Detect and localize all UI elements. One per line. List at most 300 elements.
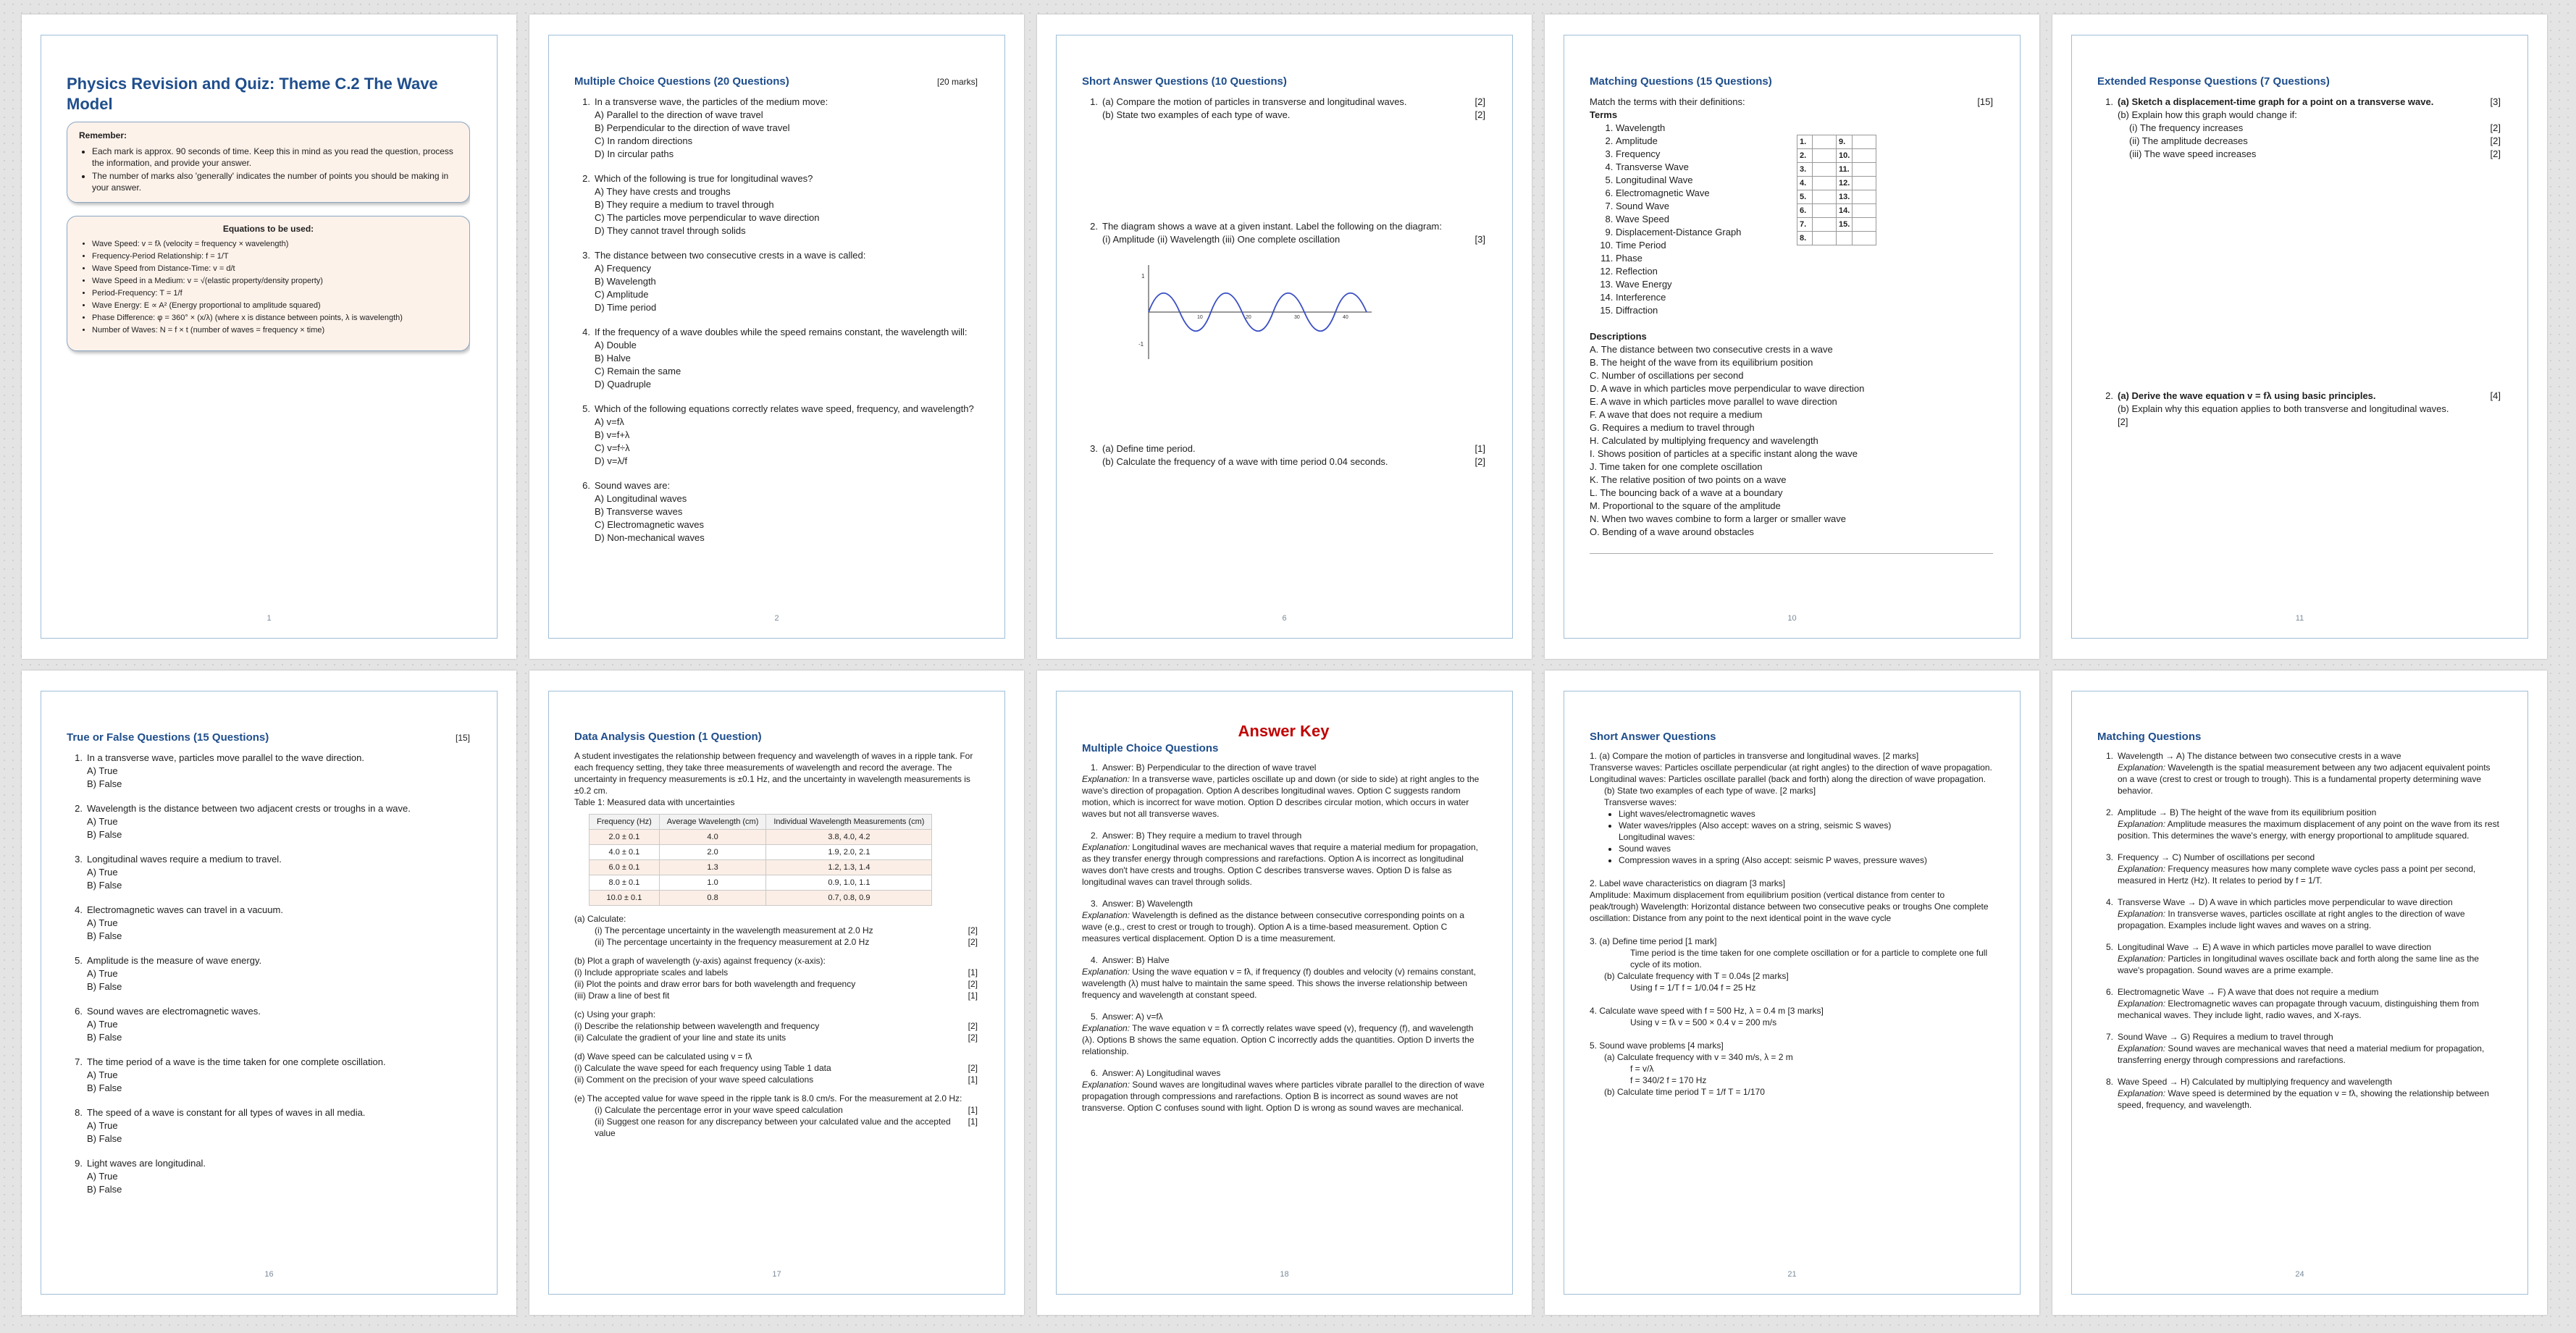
explanation-label: Explanation:	[1082, 842, 1130, 852]
total-marks: [15]	[1977, 96, 1993, 107]
page-10	[2052, 670, 2547, 1315]
answer-option: A) Double	[595, 340, 637, 350]
answer-option: C) v=f÷λ	[595, 442, 630, 453]
answer-option: A) Frequency	[595, 263, 652, 274]
table-cell: 2.0	[659, 845, 766, 860]
question-number: 1.	[2105, 96, 2113, 107]
answer-option: B) Perpendicular to the direction of wave travel	[595, 122, 790, 133]
answer-line: f = v/λ	[1630, 1064, 1654, 1074]
part-marks: [2]	[968, 1063, 978, 1073]
grid-number: 1.	[1797, 135, 1813, 149]
subpart: (ii) Plot the points and draw error bars for both wavelength and frequency	[574, 979, 856, 989]
answer-line: 2. Label wave characteristics on diagram [3 marks]	[1590, 878, 1786, 888]
grid-number: 5.	[1797, 190, 1813, 204]
equation-item: • Number of Waves: N = f × t (number of waves = frequency × time)	[92, 325, 458, 336]
part-marks: [3]	[2490, 96, 2501, 107]
answer-text: Electromagnetic Wave → F) A wave that does not require a medium	[2118, 987, 2379, 997]
description-item: H. Calculated by multiplying frequency and wavelength	[1590, 435, 1818, 446]
heading-text: True or False Questions (15 Questions)	[67, 731, 269, 744]
explanation-text: The wave equation v = fλ correctly relates wave speed (v), frequency (f), and wavelength (λ). Options B shows the same equation. Option C incorrectly adds the quantities. Option D inverts the relationship.	[1082, 1023, 1474, 1056]
matching-answer	[2097, 750, 2501, 796]
answer-number: 3.	[1090, 899, 1098, 909]
subpart: (i) Include appropriate scales and labels	[574, 967, 729, 977]
question	[2097, 390, 2501, 429]
answer-line: 1. (a) Compare the motion of particles in transverse and longitudinal waves. [2 marks]	[1590, 751, 1919, 761]
term-item: 9. Displacement-Distance Graph	[1616, 226, 1775, 239]
question-number: 6.	[75, 1006, 83, 1017]
equation-item: • Frequency-Period Relationship: f = 1/T	[92, 251, 458, 262]
explanation-label: Explanation:	[1082, 1080, 1130, 1090]
table-cell: 8.0 ± 0.1	[590, 875, 660, 891]
table-header: Average Wavelength (cm)	[659, 815, 766, 830]
grid-answer-cell[interactable]	[1853, 135, 1876, 149]
question-number: 8.	[75, 1107, 83, 1118]
term-item: 12. Reflection	[1616, 265, 1775, 278]
answer-line: (a) Calculate frequency with v = 340 m/s, λ = 2 m	[1604, 1052, 1793, 1062]
question-number: 2.	[582, 173, 590, 184]
grid-answer-cell[interactable]	[1813, 204, 1837, 218]
option-true: A) True	[87, 1120, 118, 1131]
answer-text: Transverse Wave → D) A wave in which particles move perpendicular to wave direction	[2118, 897, 2453, 907]
explanation-text: Frequency measures how many complete wave cycles pass a point per second, measured in Hertz (Hz). It relates to period by f = 1/T.	[2118, 864, 2476, 886]
wave-diagram	[1104, 258, 1379, 366]
description-item: K. The relative position of two points on a wave	[1590, 474, 1787, 485]
question-part: The diagram shows a wave at a given instant. Label the following on the diagram:	[1102, 221, 1442, 232]
answer-key-title: Answer Key	[1238, 726, 1330, 740]
answer-bullet: • Compression waves in a spring (Also accept: seismic P waves, pressure waves)	[1619, 854, 1993, 866]
answer-line: Longitudinal waves:	[1619, 832, 1695, 842]
explanation-label: Explanation:	[2118, 1088, 2166, 1098]
grid-answer-cell[interactable]	[1853, 149, 1876, 163]
description-item: B. The height of the wave from its equilibrium position	[1590, 357, 1813, 368]
terms-title: Terms	[1590, 109, 1618, 120]
answer-option: C) Amplitude	[595, 289, 649, 300]
part-marks: [2]	[968, 925, 978, 935]
question-text: In a transverse wave, particles move parallel to the wave direction.	[87, 752, 364, 763]
description-item: E. A wave in which particles move parallel to wave direction	[1590, 396, 1837, 407]
question-number: 4.	[75, 904, 83, 915]
part-label: (e) The accepted value for wave speed in the ripple tank is 8.0 cm/s. For the measurement at 2.0 Hz:	[574, 1093, 962, 1103]
explanation-text: Electromagnetic waves can propagate through vacuum, distinguishing them from mechanical waves. They include light, radio waves, and X-rays.	[2118, 998, 2479, 1020]
question	[2097, 96, 2501, 161]
answer-grid	[1797, 135, 1876, 245]
answer-line: Time period is the time taken for one complete oscillation or for a particle to complete one full cycle of its motion.	[1630, 948, 1988, 970]
answer-option: C) Electromagnetic waves	[595, 519, 704, 530]
heading-text: Short Answer Questions (10 Questions)	[1082, 75, 1287, 88]
term-item: 5. Longitudinal Wave	[1616, 174, 1775, 187]
question-text: Longitudinal waves require a medium to travel.	[87, 854, 282, 865]
grid-answer-cell[interactable]	[1813, 232, 1837, 245]
question-part: (b) Explain how this graph would change if:	[2118, 109, 2297, 120]
question	[67, 1106, 470, 1145]
page-number: 2	[774, 614, 779, 623]
matching-answer	[2097, 851, 2501, 886]
page-6	[22, 670, 516, 1315]
heading-text: Matching Questions (15 Questions)	[1590, 75, 1772, 88]
subpart: (i) Calculate the percentage error in your wave speed calculation	[595, 1105, 843, 1115]
answer-line: Transverse waves: Particles oscillate perpendicular (at right angles) to the direction of wave propagation. Longitudinal waves: Particles oscillate parallel (back and forth) along the direction of wave propagation.	[1590, 762, 1992, 784]
question	[67, 802, 470, 841]
answer-option: D) v=λ/f	[595, 455, 628, 466]
option-true: A) True	[87, 816, 118, 827]
term-item: 8. Wave Speed	[1616, 213, 1775, 226]
grid-number	[1837, 232, 1853, 245]
matching-answers-list	[2097, 750, 2501, 1111]
part-marks: [3]	[1474, 234, 1485, 245]
question-part: (a) Derive the wave equation v = fλ using basic principles.	[2118, 390, 2376, 401]
grid-answer-cell[interactable]	[1853, 232, 1876, 245]
grid-answer-cell[interactable]	[1853, 218, 1876, 232]
subpart: (ii) Suggest one reason for any discrepancy between your calculated value and the accepted value	[595, 1117, 951, 1138]
grid-answer-cell[interactable]	[1853, 204, 1876, 218]
page-7	[529, 670, 1024, 1315]
question-number: 6.	[582, 480, 590, 491]
grid-answer-cell[interactable]	[1813, 177, 1837, 190]
descriptions-list	[1590, 343, 1993, 539]
grid-number: 3.	[1797, 163, 1813, 177]
explanation-label: Explanation:	[1082, 1023, 1130, 1033]
table-header: Individual Wavelength Measurements (cm)	[766, 815, 932, 830]
grid-answer-cell[interactable]	[1853, 190, 1876, 204]
page-number: 10	[1787, 614, 1797, 623]
question	[574, 479, 978, 544]
description-item: N. When two waves combine to form a larger or smaller wave	[1590, 513, 1847, 524]
mcq-list	[574, 96, 978, 544]
section-heading	[1082, 75, 1485, 88]
question-number: 3.	[1090, 443, 1098, 454]
page-number: 18	[1280, 1270, 1289, 1279]
question-number: 9.	[75, 1158, 83, 1169]
term-item: 13. Wave Energy	[1616, 278, 1775, 291]
part-label: (a) Calculate:	[574, 914, 626, 924]
section-heading	[1590, 75, 1993, 88]
question-part: (b) Explain why this equation applies to both transverse and longitudinal waves.	[2118, 403, 2449, 414]
question-text: Sound waves are:	[595, 480, 671, 491]
part-marks: [2]	[968, 1021, 978, 1031]
x-tick-label: 30	[1294, 315, 1300, 320]
explanation-text: Wavelength is defined as the distance between consecutive corresponding points on a wave (e.g., crest to crest or trough to trough). Option A is a time-based measurement. Option C measures vertical displacement. Option D is a time measurement.	[1082, 910, 1464, 943]
term-item: 14. Interference	[1616, 291, 1775, 304]
part-marks: [2]	[2490, 122, 2501, 133]
explanation-label: Explanation:	[1082, 967, 1130, 977]
section-heading	[1082, 743, 1485, 754]
table-cell: 0.7, 0.8, 0.9	[766, 891, 932, 906]
grid-number: 11.	[1837, 163, 1853, 177]
answer-bullet: • Sound waves	[1619, 843, 1993, 854]
grid-number: 15.	[1837, 218, 1853, 232]
part-marks: [2]	[2118, 416, 2128, 427]
part-marks: [1]	[968, 1105, 978, 1115]
equations-title: Equations to be used:	[222, 224, 314, 234]
option-true: A) True	[87, 1171, 118, 1182]
explanation-label: Explanation:	[2118, 1043, 2166, 1054]
description-item: I. Shows position of particles at a specific instant along the wave	[1590, 448, 1858, 459]
intro-text: A student investigates the relationship between frequency and wavelength of waves in a ripple tank. For each frequency setting, they take three measurements of wavelength and record the average. The uncertainty in frequency measurements is ±0.1 Hz, and the uncertainty in wavelength measurements is ±0.2 cm.	[574, 751, 973, 796]
answer-option: B) Wavelength	[595, 276, 656, 287]
part-marks: [1]	[968, 967, 978, 977]
grid-number: 7.	[1797, 218, 1813, 232]
table-cell: 1.3	[659, 860, 766, 875]
page-3	[1037, 14, 1532, 659]
x-tick-label: 20	[1246, 315, 1251, 320]
answer-option: C) Remain the same	[595, 366, 681, 377]
question-number: 1.	[75, 752, 83, 763]
part-marks: [1]	[968, 1117, 978, 1127]
answer-text: Amplitude → B) The height of the wave from its equilibrium position	[2118, 807, 2377, 817]
part-marks: [2]	[968, 979, 978, 989]
question	[67, 853, 470, 892]
option-false: B) False	[87, 1184, 122, 1195]
explanation-label: Explanation:	[2118, 762, 2166, 773]
grid-answer-cell[interactable]	[1813, 163, 1837, 177]
answer-line: f = 340/2 f = 170 Hz	[1630, 1075, 1707, 1085]
question-part: (b) State two examples of each type of wave.	[1102, 109, 1291, 120]
answer-line: Amplitude: Maximum displacement from equilibrium position (vertical distance from center to peak/trough) Wavelength: Horizontal distance between two consecutive peaks or troughs One complete oscillation: Distance from any point to the next identical point in the wave cycle	[1590, 890, 1989, 923]
answer-option: D) They cannot travel through solids	[595, 225, 746, 236]
descriptions-title: Descriptions	[1590, 331, 1647, 342]
remember-item: • Each mark is approx. 90 seconds of time. Keep this in mind as you read the question, process the information, and provide your answer.	[92, 146, 458, 169]
instruction: Match the terms with their definitions:	[1590, 96, 1745, 107]
answer-item	[1082, 1067, 1485, 1114]
question-text: Amplitude is the measure of wave energy.	[87, 955, 262, 966]
table-cell: 6.0 ± 0.1	[590, 860, 660, 875]
heading-text: Multiple Choice Questions	[1082, 742, 1219, 754]
grid-answer-cell[interactable]	[1853, 177, 1876, 190]
question-number: 2.	[2105, 390, 2113, 401]
question-text: The time period of a wave is the time taken for one complete oscillation.	[87, 1056, 386, 1067]
table-cell: 0.9, 1.0, 1.1	[766, 875, 932, 891]
description-item: A. The distance between two consecutive crests in a wave	[1590, 344, 1833, 355]
question	[67, 954, 470, 993]
answer-option: B) v=f+λ	[595, 429, 630, 440]
part-marks: [2]	[1474, 109, 1485, 120]
question-number: 5.	[75, 955, 83, 966]
heading-text: Short Answer Questions	[1590, 731, 1716, 743]
table-cell: 4.0	[659, 830, 766, 845]
answer-text: Sound Wave → G) Requires a medium to travel through	[2118, 1032, 2333, 1042]
answer-item	[1082, 762, 1485, 820]
section-heading	[2097, 75, 2501, 88]
question-part: (a) Define time period.	[1102, 443, 1196, 454]
answer-line: Using v = fλ v = 500 × 0.4 v = 200 m/s	[1630, 1017, 1777, 1027]
term-item: 2. Amplitude	[1616, 135, 1775, 148]
page-8	[1037, 670, 1532, 1315]
subpart: (i) Describe the relationship between wavelength and frequency	[574, 1021, 820, 1031]
answer-line: Transverse waves:	[1604, 797, 1677, 807]
answer-line: (b) State two examples of each type of wave. [2 marks]	[1604, 786, 1816, 796]
matching-answer	[2097, 1076, 2501, 1111]
page-4	[1545, 14, 2039, 659]
answer-option: A) Longitudinal waves	[595, 493, 687, 504]
answer-line: (b) Calculate frequency with T = 0.04s [2 marks]	[1604, 971, 1789, 981]
term-item: 11. Phase	[1616, 252, 1775, 265]
description-item: L. The bouncing back of a wave at a boundary	[1590, 487, 1783, 498]
table-caption: Table 1: Measured data with uncertainties	[574, 797, 735, 807]
explanation-text: Sound waves are longitudinal waves where particles vibrate parallel to the direction of wave propagation through compressions and rarefactions. Option B is incorrect as sound waves are not transverse. Option C confuses sound with light. Option D is wrong as sound waves are mechanical.	[1082, 1080, 1485, 1113]
grid-answer-cell[interactable]	[1853, 163, 1876, 177]
page-number: 6	[1282, 614, 1287, 623]
answers-list	[1082, 762, 1485, 1114]
page-number: 17	[772, 1270, 781, 1279]
subpart: (ii) The percentage uncertainty in the frequency measurement at 2.0 Hz	[595, 937, 870, 947]
answer-text: Wave Speed → H) Calculated by multiplying frequency and wavelength	[2118, 1077, 2393, 1087]
grid-number: 4.	[1797, 177, 1813, 190]
grid-answer-cell[interactable]	[1813, 218, 1837, 232]
true-false-list	[67, 752, 470, 1196]
remember-box	[67, 122, 470, 203]
question-text: The distance between two consecutive crests in a wave is called:	[595, 250, 866, 261]
question-subpart: (ii) The amplitude decreases	[2129, 135, 2248, 146]
explanation-text: In a transverse wave, particles oscillate up and down (or side to side) at right angles to the wave's direction of propagation. Option A describes longitudinal waves. Option C suggests random motion, which is incorrect for wave motion. Option D describes circular motion, which occurs in water waves but not all transverse waves.	[1082, 774, 1480, 819]
x-tick-label: 10	[1197, 315, 1203, 320]
option-false: B) False	[87, 778, 122, 789]
section-heading	[1590, 731, 1993, 743]
grid-number: 6.	[1797, 204, 1813, 218]
equation-item: • Phase Difference: φ = 360° × (x/λ) (where x is distance between points, λ is wavelength)	[92, 313, 458, 324]
answer-option: C) The particles move perpendicular to wave direction	[595, 212, 820, 223]
question	[1082, 220, 1485, 246]
heading-text: Matching Questions	[2097, 731, 2202, 743]
table-header: Frequency (Hz)	[590, 815, 660, 830]
option-true: A) True	[87, 867, 118, 878]
page-number: 16	[264, 1270, 274, 1279]
x-tick-label: 40	[1343, 315, 1348, 320]
part-marks: [2]	[968, 937, 978, 947]
answer-bullet: • Light waves/electromagnetic waves	[1619, 808, 1993, 820]
page-number: 24	[2295, 1270, 2304, 1279]
explanation-text: Longitudinal waves are mechanical waves that require a material medium for propagation, as they transfer energy through compressions and rarefactions. Option A is incorrect as longitudinal waves don't have crests and troughs. Option C describes transverse waves. Option D is false as longitudinal waves can travel through solids.	[1082, 842, 1478, 887]
answer-item	[1082, 1011, 1485, 1057]
table-cell: 1.2, 1.3, 1.4	[766, 860, 932, 875]
term-item: 10. Time Period	[1616, 239, 1775, 252]
part-marks: [4]	[2490, 390, 2501, 401]
question	[67, 904, 470, 943]
question-text: If the frequency of a wave doubles while the speed remains constant, the wavelength will:	[595, 327, 968, 337]
question-number: 1.	[1090, 96, 1098, 107]
question-text: Sound waves are electromagnetic waves.	[87, 1006, 261, 1017]
description-item: C. Number of oscillations per second	[1590, 370, 1744, 381]
y-tick-label: -1	[1138, 341, 1144, 348]
option-true: A) True	[87, 1069, 118, 1080]
terms-list	[1590, 122, 1775, 317]
explanation-text: Using the wave equation v = fλ, if frequency (f) doubles and velocity (v) remains constant, wavelength (λ) must halve to maintain the same speed. This shows the inverse relationship between frequency and wavelength at constant speed.	[1082, 967, 1476, 1000]
explanation-text: Wave speed is determined by the equation v = fλ, showing the relationship between speed, frequency, and wavelength.	[2118, 1088, 2489, 1110]
term-item: 3. Frequency	[1616, 148, 1775, 161]
heading-text: Extended Response Questions (7 Questions)	[2097, 75, 2330, 88]
option-true: A) True	[87, 968, 118, 979]
subpart: (i) The percentage uncertainty in the wavelength measurement at 2.0 Hz	[595, 925, 873, 935]
page-1	[22, 14, 516, 659]
table-cell: 3.8, 4.0, 4.2	[766, 830, 932, 845]
answer-line: 5. Sound wave problems [4 marks]	[1590, 1040, 1724, 1051]
answer-option: A) Parallel to the direction of wave travel	[595, 109, 763, 120]
answer-text: Wavelength → A) The distance between two consecutive crests in a wave	[2118, 751, 2401, 761]
description-item: D. A wave in which particles move perpendicular to wave direction	[1590, 383, 1865, 394]
explanation-text: Sound waves are mechanical waves that need a material medium for propagation, transferring energy through compressions and rarefactions.	[2118, 1043, 2485, 1065]
answer-bullet: • Water waves/ripples (Also accept: waves on a string, seismic S waves)	[1619, 820, 1993, 831]
grid-answer-cell[interactable]	[1813, 149, 1837, 163]
data-table	[589, 814, 932, 906]
question	[67, 1005, 470, 1044]
answer-number: 5.	[2105, 942, 2113, 952]
question-part: (i) Amplitude (ii) Wavelength (iii) One complete oscillation	[1102, 234, 1341, 245]
question-part: (b) Calculate the frequency of a wave with time period 0.04 seconds.	[1102, 456, 1388, 467]
answer-option: C) In random directions	[595, 135, 693, 146]
section-heading	[67, 731, 470, 744]
matching-answer	[2097, 1031, 2501, 1066]
explanation-text: Particles in longitudinal waves oscillate back and forth along the same line as the wave's propagation. Sound waves are a prime example.	[2118, 954, 2479, 975]
term-item: 15. Diffraction	[1616, 304, 1775, 317]
divider	[1590, 553, 1993, 554]
table-cell: 1.9, 2.0, 2.1	[766, 845, 932, 860]
question	[67, 752, 470, 791]
answer-number: 3.	[2105, 852, 2113, 862]
term-item: 4. Transverse Wave	[1616, 161, 1775, 174]
grid-number: 14.	[1837, 204, 1853, 218]
answer-text: Answer: B) Wavelength	[1102, 899, 1193, 909]
answer-line: (b) Calculate time period T = 1/f T = 1/170	[1604, 1087, 1765, 1097]
answer-number: 4.	[2105, 897, 2113, 907]
answer-text: Longitudinal Wave → E) A wave in which particles move parallel to wave direction	[2118, 942, 2432, 952]
table-cell: 1.0	[659, 875, 766, 891]
term-item: 7. Sound Wave	[1616, 200, 1775, 213]
answer-option: D) In circular paths	[595, 148, 674, 159]
answer-line: Using f = 1/T f = 1/0.04 f = 25 Hz	[1630, 983, 1756, 993]
page-9	[1545, 670, 2039, 1315]
grid-answer-cell[interactable]	[1813, 190, 1837, 204]
table-cell: 2.0 ± 0.1	[590, 830, 660, 845]
answer-text: Answer: B) Perpendicular to the direction of wave travel	[1102, 762, 1317, 773]
answer-option: B) Transverse waves	[595, 506, 683, 517]
total-marks: [20 marks]	[936, 77, 978, 87]
explanation-label: Explanation:	[2118, 819, 2166, 829]
answer-number: 7.	[2105, 1032, 2113, 1042]
part-label: (c) Using your graph:	[574, 1009, 656, 1019]
term-item: 1. Wavelength	[1616, 122, 1775, 135]
part-marks: [2]	[2490, 148, 2501, 159]
question-subpart: (iii) The wave speed increases	[2129, 148, 2257, 159]
question	[1082, 442, 1485, 468]
subpart: (i) Calculate the wave speed for each frequency using Table 1 data	[574, 1063, 831, 1073]
subpart: (iii) Draw a line of best fit	[574, 991, 670, 1001]
answer-option: D) Time period	[595, 302, 657, 313]
explanation-label: Explanation:	[1082, 910, 1130, 920]
answer-item	[1082, 830, 1485, 888]
grid-answer-cell[interactable]	[1813, 135, 1837, 149]
document-title: Physics Revision and Quiz: Theme C.2 The Wave Model	[67, 75, 438, 113]
answer-number: 1.	[2105, 751, 2113, 761]
answer-option: B) They require a medium to travel through	[595, 199, 774, 210]
answer-number: 5.	[1090, 1012, 1098, 1022]
equation-item: • Wave Speed in a Medium: v = √(elastic property/density property)	[92, 276, 458, 287]
answer-text: Answer: B) They require a medium to travel through	[1102, 831, 1302, 841]
answer-option: A) v=fλ	[595, 416, 624, 427]
answer-text: Frequency → C) Number of oscillations per second	[2118, 852, 2315, 862]
answer-text: Answer: A) v=fλ	[1102, 1012, 1163, 1022]
page-number: 1	[267, 614, 272, 623]
total-marks: [15]	[455, 733, 470, 743]
question-number: 2.	[75, 803, 83, 814]
equation-item: • Wave Speed: v = fλ (velocity = frequency × wavelength)	[92, 239, 458, 250]
equations-box	[67, 216, 470, 351]
question	[67, 1056, 470, 1095]
heading-text: Multiple Choice Questions (20 Questions)	[574, 75, 789, 88]
grid-number: 8.	[1797, 232, 1813, 245]
description-item: F. A wave that does not require a medium	[1590, 409, 1763, 420]
question-text: Which of the following equations correctly relates wave speed, frequency, and wavelength?	[595, 403, 974, 414]
subpart: (ii) Calculate the gradient of your line and state its units	[574, 1033, 786, 1043]
question-part: (a) Sketch a displacement-time graph for a point on a transverse wave.	[2118, 96, 2434, 107]
